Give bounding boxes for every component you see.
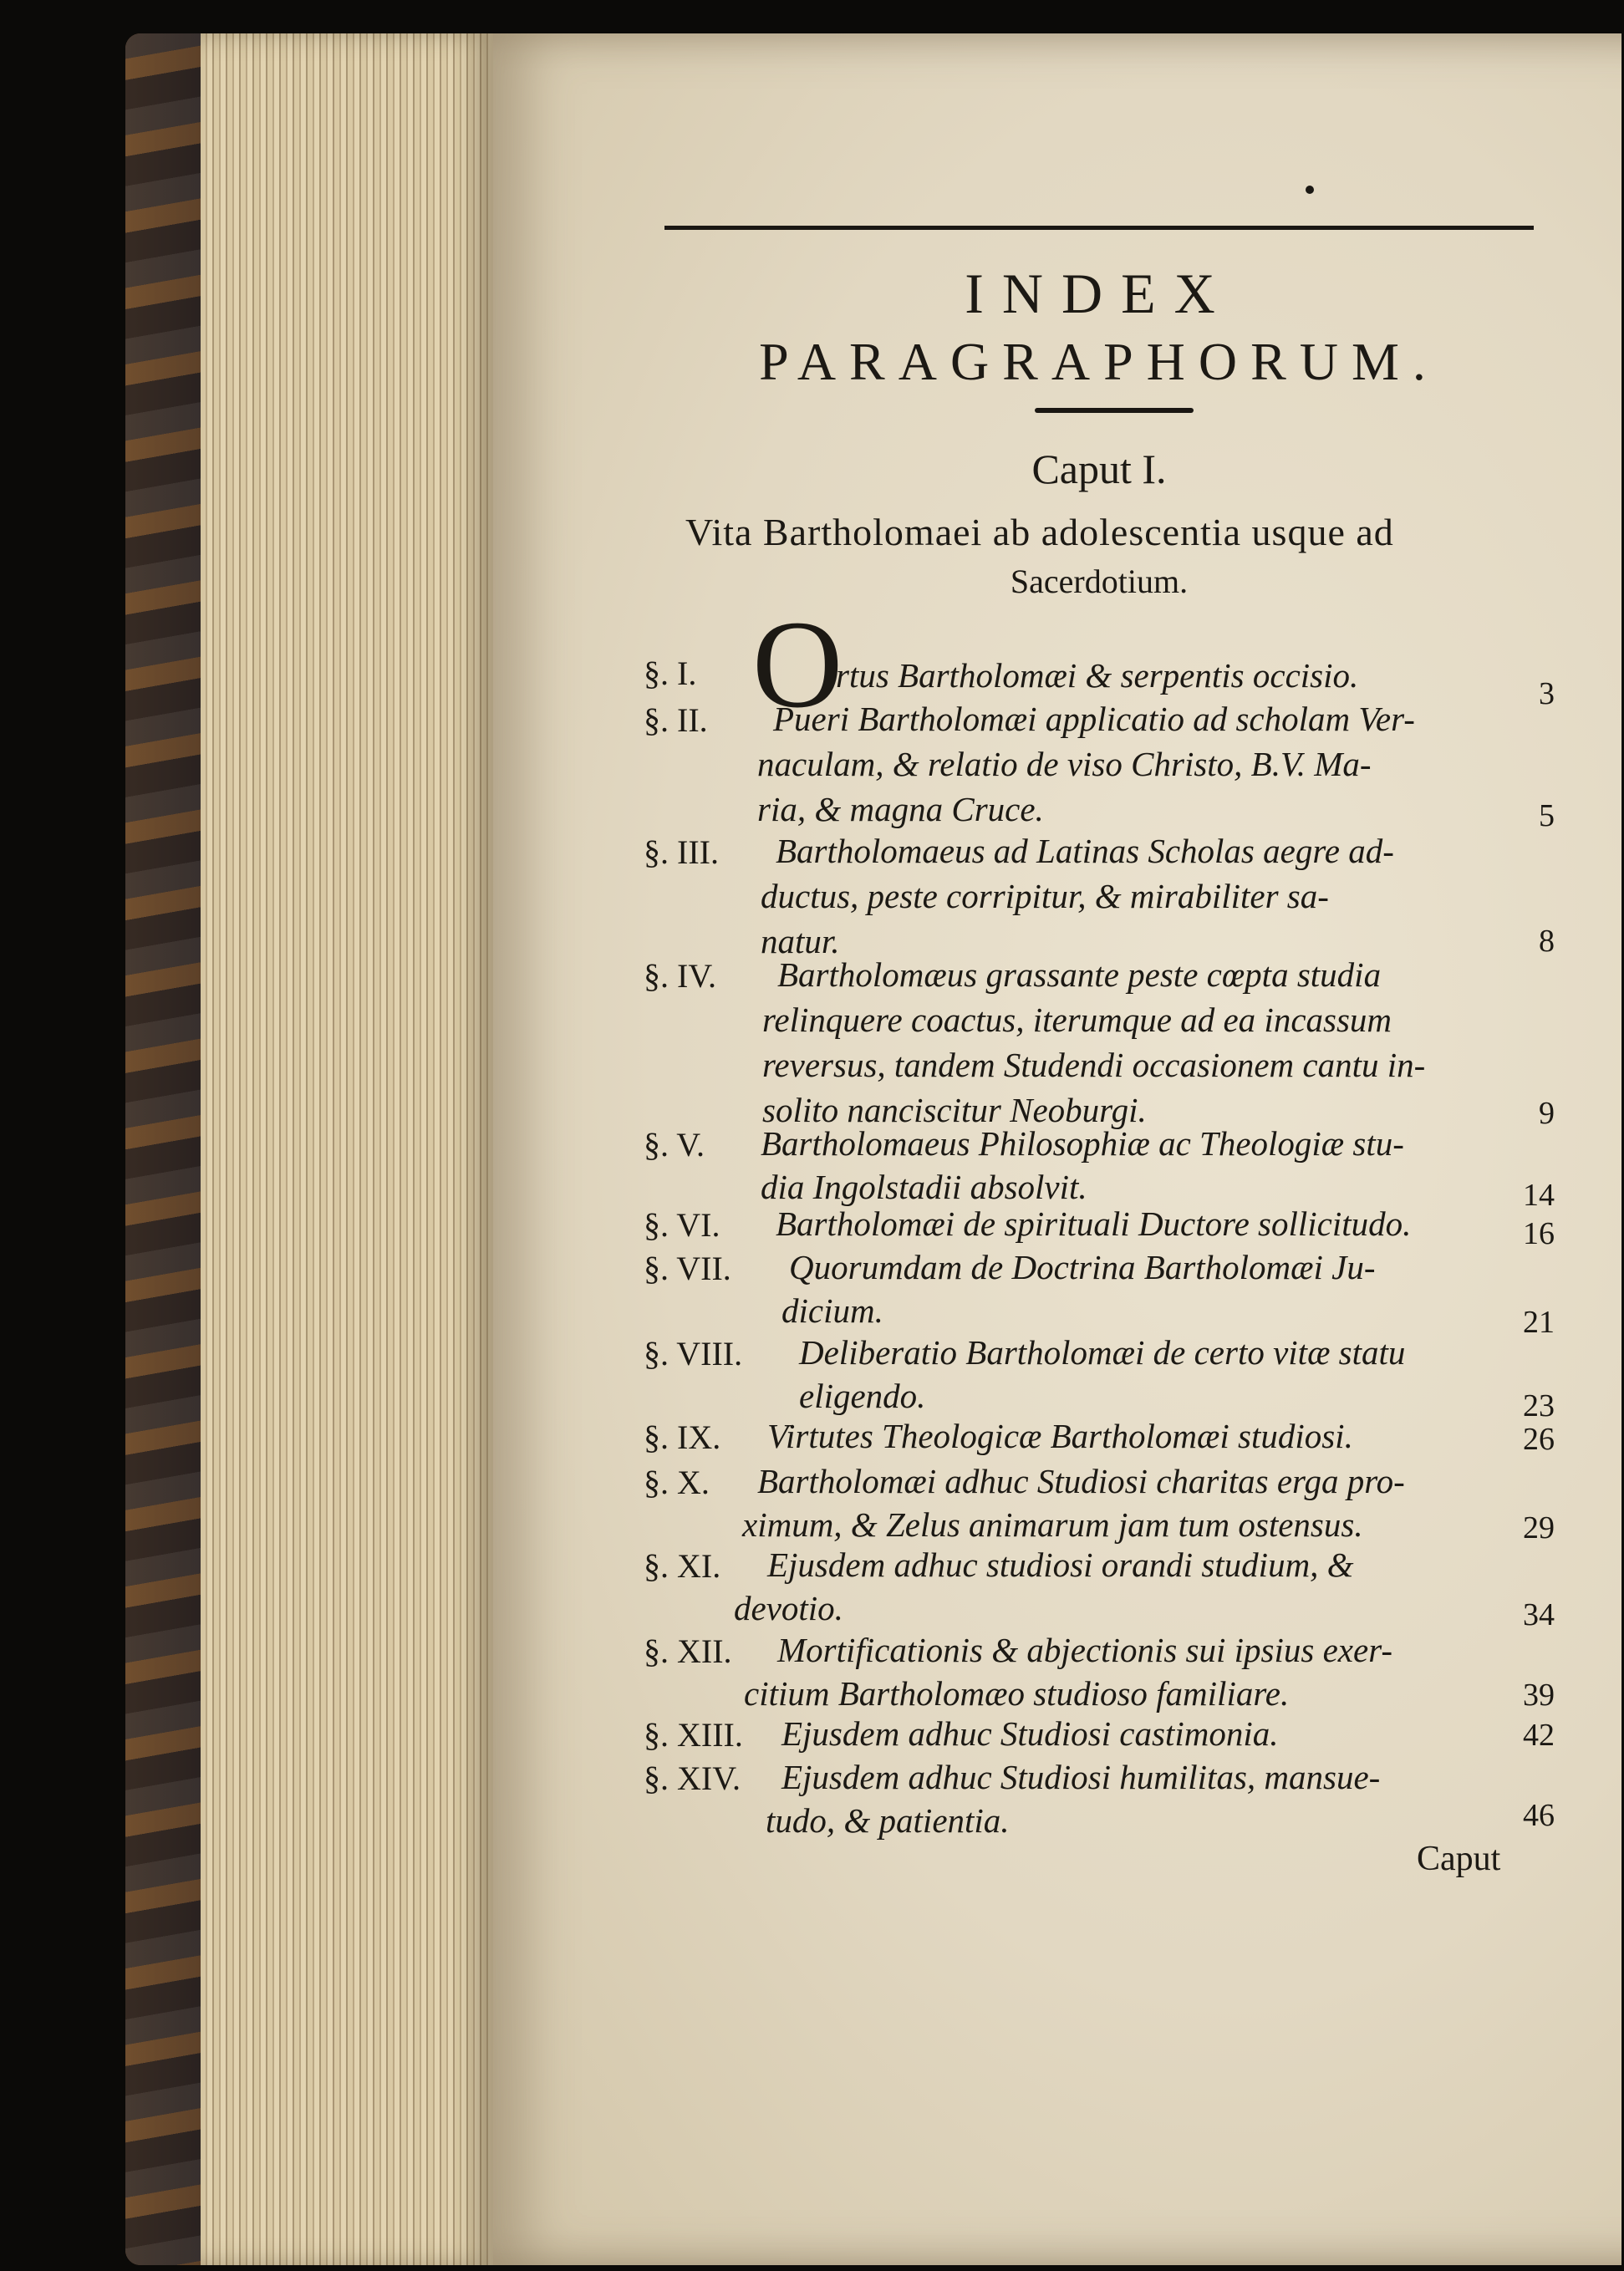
section-number: §. VI. xyxy=(644,1206,720,1244)
entry-line: naculam, & relatio de viso Christo, B.V. Ma- xyxy=(757,745,1372,783)
page-number: 16 xyxy=(1523,1216,1555,1251)
page-number: 23 xyxy=(1523,1388,1555,1423)
entry-line: dia Ingolstadii absolvit. xyxy=(761,1168,1087,1206)
page-number: 14 xyxy=(1523,1178,1555,1213)
section-number: §. IV. xyxy=(644,957,717,995)
entry-line: solito nanciscitur Neoburgi. xyxy=(762,1091,1147,1129)
chapter-heading: Caput I. xyxy=(1031,446,1167,492)
entry-line: Bartholomaeus Philosophiæ ac Theologiæ stu- xyxy=(761,1124,1404,1163)
section-number: §. X. xyxy=(644,1464,710,1501)
page-number: 3 xyxy=(1539,676,1555,711)
entry-line: reversus, tandem Studendi occasionem cantu in- xyxy=(762,1046,1426,1084)
entry-line: Bartholomæus grassante peste cœpta studia xyxy=(777,955,1382,994)
entry-line: rtus Bartholomæi & serpentis occisio. xyxy=(836,656,1359,695)
entry-line: Bartholomæi adhuc Studiosi charitas erga pro- xyxy=(757,1462,1405,1500)
entry-line: Quorumdam de Doctrina Bartholomæi Ju- xyxy=(789,1248,1376,1286)
entry-line: tudo, & patientia. xyxy=(766,1801,1010,1840)
entry-line: ria, & magna Cruce. xyxy=(757,790,1044,828)
entry-line: Ejusdem adhuc Studiosi humilitas, mansue- xyxy=(781,1758,1381,1796)
section-number: §. XII. xyxy=(644,1632,732,1670)
entry-line: ductus, peste corripitur, & mirabiliter sa- xyxy=(761,877,1329,915)
entry-line: Pueri Bartholomæi applicatio ad scholam Ver- xyxy=(773,700,1415,738)
page-number: 34 xyxy=(1523,1597,1555,1632)
index-title: INDEX xyxy=(965,262,1234,325)
section-number: §. VIII. xyxy=(644,1335,743,1372)
index-subtitle: PARAGRAPHORUM. xyxy=(759,332,1439,391)
entry-line: relinquere coactus, iterumque ad ea incassum xyxy=(762,1001,1392,1039)
entry-line: Bartholomaeus ad Latinas Scholas aegre ad- xyxy=(776,832,1394,870)
page-edges xyxy=(201,33,493,2265)
section-number: §. XIV. xyxy=(644,1759,741,1797)
ornament-dot xyxy=(1306,186,1314,194)
page-number: 8 xyxy=(1539,924,1555,959)
page-number: 29 xyxy=(1523,1510,1555,1545)
page-number: 5 xyxy=(1539,798,1555,833)
entry-line: eligendo. xyxy=(799,1377,926,1415)
catchword: Caput xyxy=(1417,1840,1501,1878)
section-number: §. II. xyxy=(644,701,708,739)
chapter-title: Vita Bartholomaei ab adolescentia usque ad xyxy=(685,511,1394,553)
section-number: §. V. xyxy=(644,1126,705,1164)
section-number: §. VII. xyxy=(644,1250,731,1287)
section-number: §. IX. xyxy=(644,1418,721,1456)
entry-line: natur. xyxy=(761,922,840,960)
page-number: 9 xyxy=(1539,1096,1555,1131)
entry-line: dicium. xyxy=(781,1291,883,1330)
section-number: §. XIII. xyxy=(644,1716,743,1754)
section-number: §. III. xyxy=(644,833,719,871)
entry-line: Deliberatio Bartholomæi de certo vitæ statu xyxy=(799,1333,1406,1372)
page-number: 21 xyxy=(1523,1305,1555,1340)
entry-line: Mortificationis & abjectionis sui ipsius exer- xyxy=(777,1631,1392,1669)
section-number: §. XI. xyxy=(644,1547,721,1585)
marbled-cover xyxy=(125,33,201,2265)
drop-capital: O xyxy=(752,595,843,734)
title-rule xyxy=(1035,408,1194,413)
chapter-title-continued: Sacerdotium. xyxy=(1010,563,1189,600)
entry-line: Ejusdem adhuc Studiosi castimonia. xyxy=(781,1714,1279,1753)
page-number: 26 xyxy=(1523,1422,1555,1457)
page-number: 39 xyxy=(1523,1678,1555,1713)
entry-line: citium Bartholomæo studioso familiare. xyxy=(744,1674,1290,1713)
page-number: 46 xyxy=(1523,1798,1555,1833)
entry-line: Virtutes Theologicæ Bartholomæi studiosi. xyxy=(767,1417,1353,1455)
top-rule xyxy=(664,226,1534,230)
entry-line: devotio. xyxy=(734,1589,843,1627)
entry-line: Bartholomæi de spirituali Ductore sollicitudo. xyxy=(776,1204,1412,1243)
page-number: 42 xyxy=(1523,1718,1555,1753)
entry-line: ximum, & Zelus animarum jam tum ostensus. xyxy=(742,1505,1363,1544)
section-number: §. I. xyxy=(644,654,697,692)
entry-line: Ejusdem adhuc studiosi orandi studium, & xyxy=(767,1545,1354,1584)
